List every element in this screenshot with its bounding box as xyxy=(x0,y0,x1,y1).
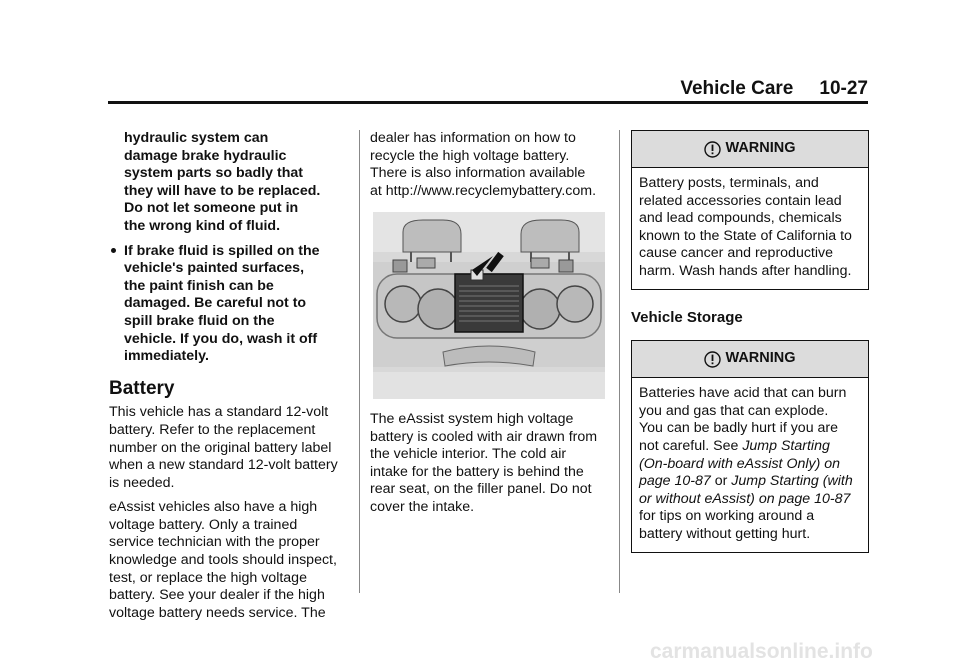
cross-reference-link[interactable]: page 10-87 xyxy=(639,473,711,490)
text-line: damaged. Be careful not to xyxy=(124,295,307,312)
column-divider xyxy=(359,130,360,593)
text-line: Do not let someone put in xyxy=(124,200,299,217)
text-line: The eAssist system high voltage xyxy=(370,411,574,427)
text-line: they will have to be replaced. xyxy=(124,182,321,199)
warning-title: WARNING xyxy=(725,350,796,367)
text-line: rear seat, on the filler panel. Do not xyxy=(370,481,592,498)
text-fragment: not careful. See xyxy=(639,437,743,454)
text-line: system parts so badly that xyxy=(124,165,303,182)
cross-reference-link[interactable]: Jump Starting (with xyxy=(731,473,853,490)
watermark: carmanualsonline.info xyxy=(650,640,873,663)
warning-header xyxy=(632,341,868,378)
text-line: vehicle. If you do, wash it off xyxy=(124,330,318,347)
text-line: service technician with the proper xyxy=(109,534,320,551)
paragraph xyxy=(370,130,615,200)
text-line: harm. Wash hands after handling. xyxy=(639,262,852,279)
text-line: the wrong kind of fluid. xyxy=(124,217,281,234)
text-line: is needed. xyxy=(109,474,175,491)
text-line: battery. Refer to the replacement xyxy=(109,421,316,438)
text-line: Battery posts, terminals, and xyxy=(639,175,819,191)
text-line: when a new standard 12-volt battery xyxy=(109,457,338,474)
paragraph xyxy=(109,499,354,622)
text-line: battery is cooled with air drawn from xyxy=(370,428,598,445)
warning-title: WARNING xyxy=(725,140,796,157)
column-3 xyxy=(631,130,869,553)
text-line: cover the intake. xyxy=(370,498,475,515)
text-line: hydraulic system can xyxy=(124,130,269,146)
column-2 xyxy=(370,130,615,200)
column-1 xyxy=(109,130,354,622)
text-line: recycle the high voltage battery. xyxy=(370,147,570,164)
page-number: 10-27 xyxy=(819,78,868,99)
cross-reference-link[interactable]: Jump Starting xyxy=(742,437,830,454)
section-heading-vehicle-storage: Vehicle Storage xyxy=(631,308,743,326)
text-line: at http://www.recyclemybattery.com. xyxy=(370,182,597,199)
text-line: the vehicle interior. The cold air xyxy=(370,446,567,463)
text-line: spill brake fluid on the xyxy=(124,312,275,329)
text-line: and lead compounds, chemicals xyxy=(639,210,842,227)
text-line xyxy=(639,473,860,491)
paragraph xyxy=(109,404,354,492)
cross-reference-link[interactable]: (On-board with eAssist Only) on xyxy=(639,455,841,472)
text-fragment: or xyxy=(710,473,732,490)
paragraph xyxy=(370,411,615,517)
text-line: knowledge and tools should inspect, xyxy=(109,552,337,569)
bullet-continuation xyxy=(109,130,354,236)
text-line xyxy=(639,438,860,456)
text-line: for tips on working around a xyxy=(639,508,815,525)
text-line: number on the original battery label xyxy=(109,439,332,456)
warning-icon xyxy=(704,351,721,368)
text-line: voltage battery. Only a trained xyxy=(109,516,298,533)
text-line: dealer has information on how to xyxy=(370,130,576,146)
section-heading-battery: Battery xyxy=(109,377,175,399)
text-line: damage brake hydraulic xyxy=(124,147,287,164)
page-header xyxy=(680,78,868,100)
warning-box xyxy=(631,340,869,552)
text-line: eAssist vehicles also have a high xyxy=(109,499,318,516)
battery-intake-photo xyxy=(373,212,605,399)
text-line: If brake fluid is spilled on the xyxy=(124,242,320,259)
text-line: battery without getting hurt. xyxy=(639,525,811,542)
rear-seat-illustration xyxy=(373,212,605,399)
text-line: voltage battery needs service. The xyxy=(109,604,326,621)
text-line: known to the State of California to xyxy=(639,227,852,244)
bullet-item xyxy=(109,243,354,366)
text-line xyxy=(639,491,860,509)
warning-icon xyxy=(704,141,721,158)
column-divider xyxy=(619,130,620,593)
text-line: You can be badly hurt if you are xyxy=(639,420,839,437)
text-line: the paint finish can be xyxy=(124,277,274,294)
warning-body xyxy=(632,168,868,289)
text-line: Batteries have acid that can burn xyxy=(639,385,847,402)
section-title: Vehicle Care xyxy=(680,78,794,99)
text-line: you and gas that can explode. xyxy=(639,402,829,419)
text-line: battery. See your dealer if the high xyxy=(109,587,325,604)
text-line: related accessories contain lead xyxy=(639,192,842,209)
text-line: There is also information available xyxy=(370,165,586,182)
text-line: test, or replace the high voltage xyxy=(109,569,307,586)
warning-box xyxy=(631,130,869,290)
text-line: This vehicle has a standard 12-volt xyxy=(109,404,329,421)
text-line: intake for the battery is behind the xyxy=(370,463,584,480)
cross-reference-link[interactable]: or without eAssist) on page 10-87 xyxy=(639,490,851,507)
text-line: cause cancer and reproductive xyxy=(639,245,834,262)
warning-header xyxy=(632,131,868,168)
warning-body xyxy=(632,378,868,551)
bullet-icon xyxy=(111,248,116,253)
column-2-lower xyxy=(370,411,615,517)
text-line xyxy=(639,456,860,474)
text-line: immediately. xyxy=(124,348,209,365)
header-rule xyxy=(108,101,868,104)
text-line: vehicle's painted surfaces, xyxy=(124,260,305,277)
